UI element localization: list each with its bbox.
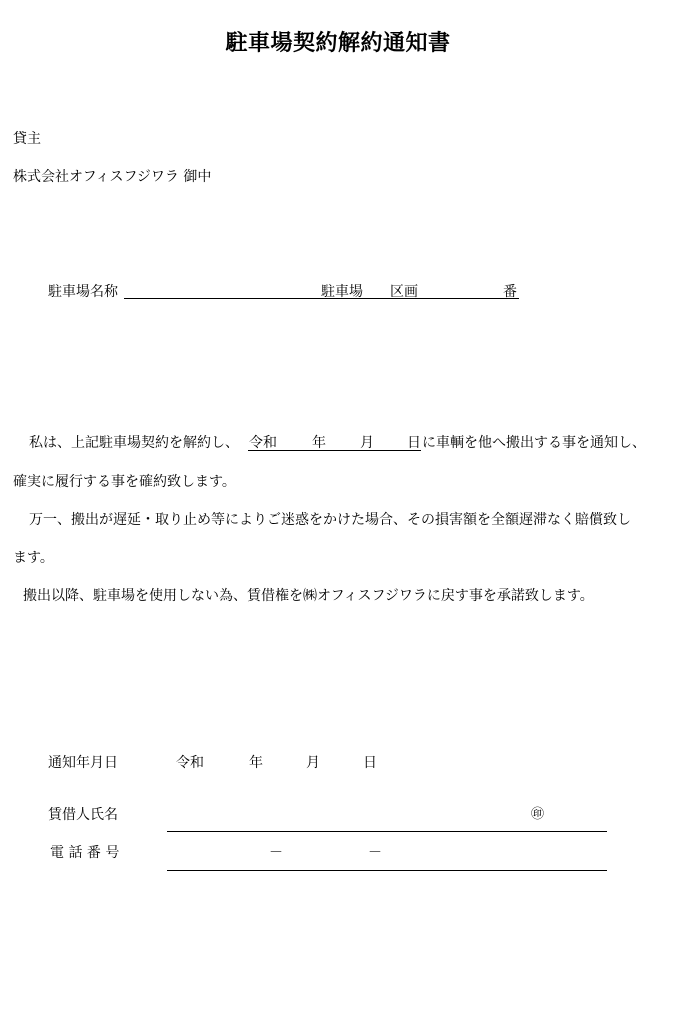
phone-dash-2: －: [368, 845, 382, 861]
phone-label: 電 話 番 号: [50, 845, 120, 861]
parking-number-label: 番: [503, 284, 517, 300]
para2-line1: 万一、搬出が遅延・取り止め等によりご迷惑をかけた場合、その損害額を全額遅滞なく賠償致し: [29, 512, 631, 528]
notice-date-day: 日: [363, 755, 377, 771]
phone-line: [167, 870, 607, 871]
lessor-company: 株式会社オフィスフジワラ 御中: [13, 169, 212, 185]
seal-mark: ㊞: [531, 807, 545, 822]
notice-date-era: 令和: [176, 755, 204, 771]
para1-month: 月: [360, 435, 374, 451]
phone-dash-1: －: [269, 845, 283, 861]
para1-end: に車輌を他へ搬出する事を通知し、: [422, 435, 646, 451]
para1-year: 年: [312, 435, 326, 451]
para2-line2: ます。: [13, 550, 54, 566]
notice-date-label: 通知年月日: [48, 755, 118, 771]
parking-name-label: 駐車場名称: [48, 284, 118, 300]
para1-start: 私は、上記駐車場契約を解約し、: [29, 435, 239, 451]
tenant-name-line: [167, 831, 607, 832]
document-title: 駐車場契約解約通知書: [225, 31, 451, 56]
notice-date-month: 月: [306, 755, 320, 771]
para1-era: 令和: [249, 435, 277, 451]
para1-line2: 確実に履行する事を確約致します。: [13, 474, 236, 490]
parking-section-label: 区画: [390, 284, 418, 300]
para1-day: 日: [407, 435, 421, 451]
tenant-name-label: 賃借人氏名: [48, 807, 118, 823]
parking-lot-label: 駐車場: [321, 284, 363, 300]
para3: 搬出以降、駐車場を使用しない為、賃借権を㈱オフィスフジワラに戻す事を承諾致します。: [23, 588, 594, 604]
notice-date-year: 年: [249, 755, 263, 771]
lessor-label: 貸主: [13, 131, 41, 147]
